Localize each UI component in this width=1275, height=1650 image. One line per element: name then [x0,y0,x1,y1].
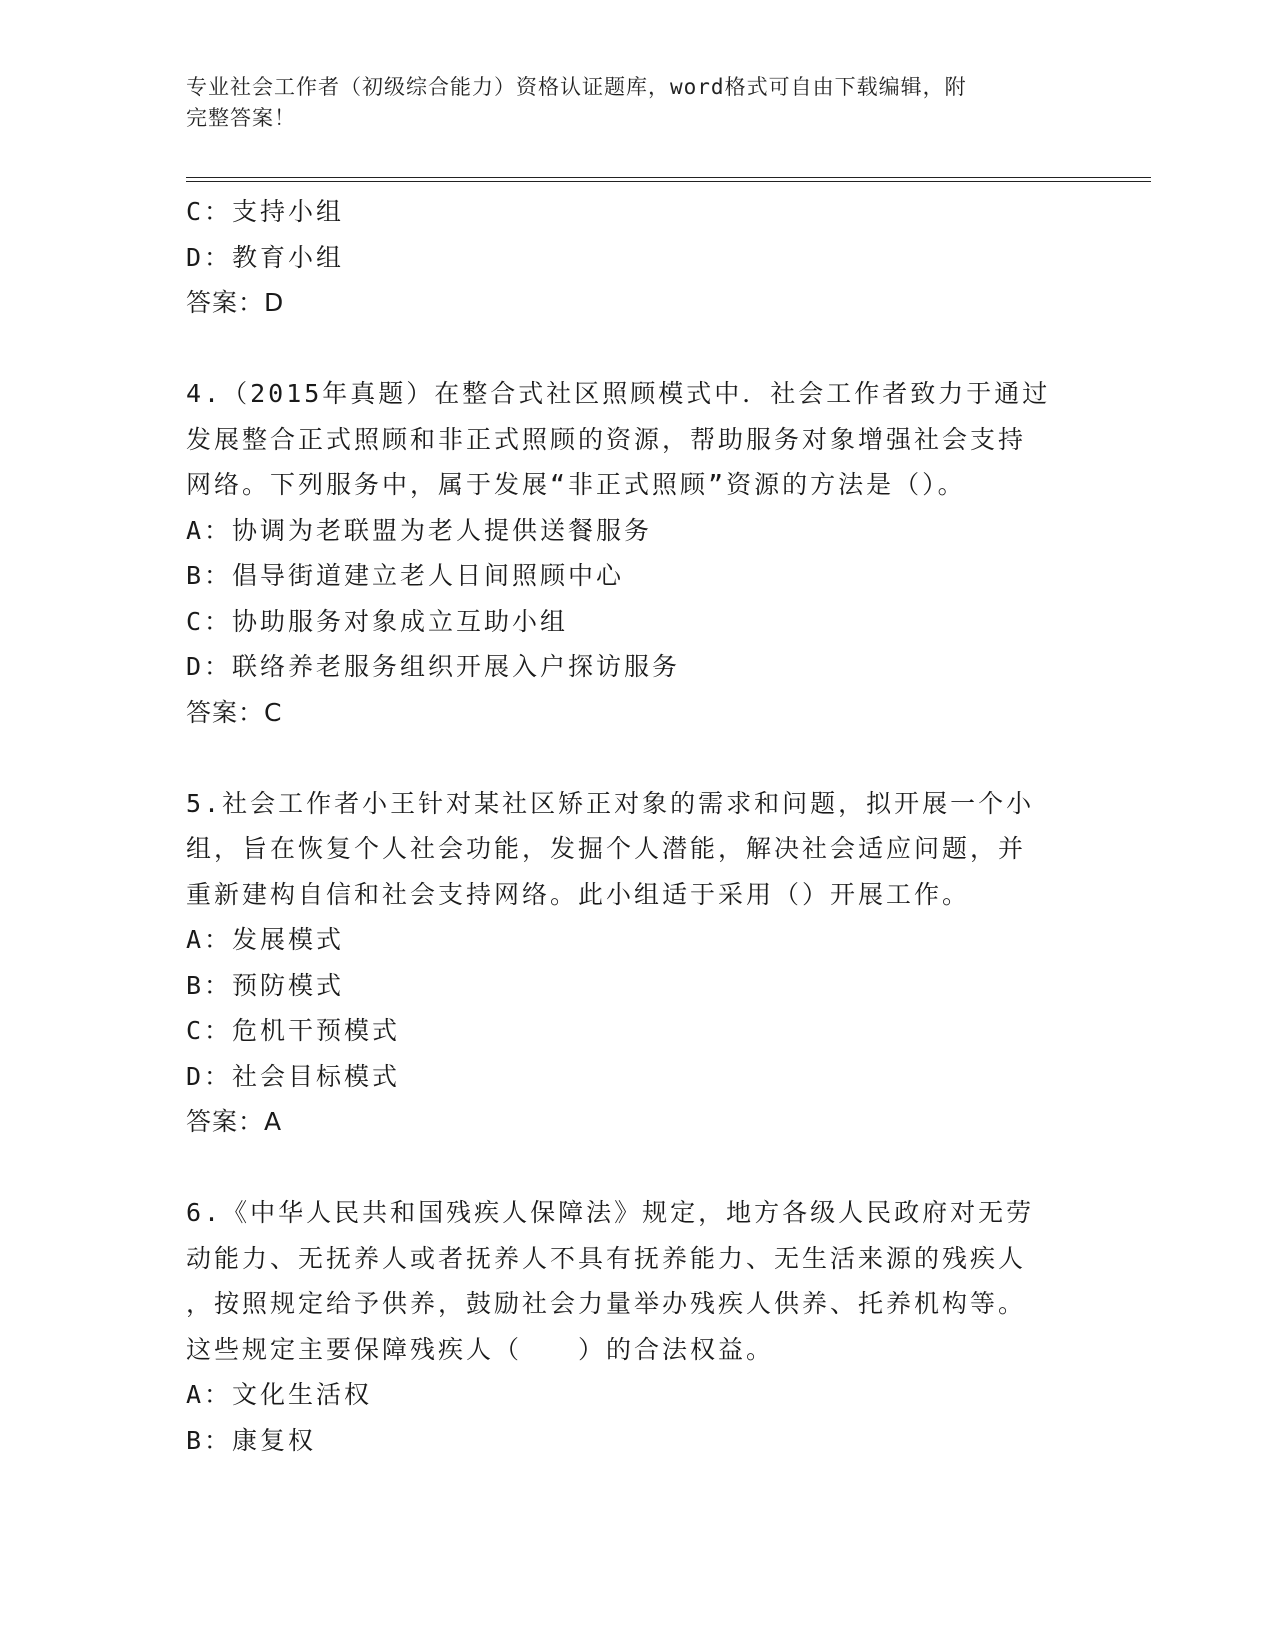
question-text-line: 网络。下列服务中，属于发展“非正式照顾”资源的方法是（）。 [186,470,966,499]
question-text-line: 5.社会工作者小王针对某社区矫正对象的需求和问题，拟开展一个小 [186,788,1035,818]
spacer [186,326,1066,372]
answer-line: 答案：C [186,697,283,727]
option-d: D：教育小组 [186,242,345,272]
question-text-line: 重新建构自信和社会支持网络。此小组适于采用（）开展工作。 [186,879,971,909]
question-text-line: 这些规定主要保障残疾人（ ）的合法权益。 [186,1334,775,1364]
answer-line: 答案：D [186,288,285,317]
question-text-line: 动能力、无抚养人或者抚养人不具有抚养能力、无生活来源的残疾人 [186,1243,1027,1273]
option-c: C：协助服务对象成立互助小组 [186,606,569,636]
option-c: C：危机干预模式 [186,1016,401,1045]
question-block [186,371,1066,735]
answer-line: 答案：A [186,1107,283,1136]
spacer [186,1145,1066,1191]
option-b: B：倡导街道建立老人日间照顾中心 [186,561,625,590]
header-line-1: 专业社会工作者（初级综合能力）资格认证题库，word格式可自由下载编辑，附 [186,75,967,99]
option-b: B：预防模式 [186,970,345,1000]
question-block [186,781,1066,1145]
option-d: D：社会目标模式 [186,1061,401,1091]
header-line-2: 完整答案！ [186,106,296,130]
option-c: C：支持小组 [186,197,345,226]
option-b: B：康复权 [186,1425,317,1455]
option-a: A：发展模式 [186,925,345,954]
header-rule-bottom [186,181,1151,182]
option-a: A：协调为老联盟为老人提供送餐服务 [186,515,653,545]
header-rule-top [186,177,1151,178]
question-text-line: 组，旨在恢复个人社会功能，发掘个人潜能，解决社会适应问题，并 [186,834,1027,863]
question-text-line: 6.《中华人民共和国残疾人保障法》规定，地方各级人民政府对无劳 [186,1198,1035,1227]
document-header [186,72,1066,134]
option-a: A：文化生活权 [186,1380,373,1409]
question-text-line: ，按照规定给予供养，鼓励社会力量举办残疾人供养、托养机构等。 [186,1289,1027,1318]
document-body [186,189,1066,1463]
question-text-line: 发展整合正式照顾和非正式照顾的资源，帮助服务对象增强社会支持 [186,424,1027,454]
option-d: D：联络养老服务组织开展入户探访服务 [186,652,681,681]
question-block [186,1190,1066,1463]
spacer [186,735,1066,781]
question-text-line: 4.（2015年真题）在整合式社区照顾模式中．社会工作者致力于通过 [186,379,1051,408]
